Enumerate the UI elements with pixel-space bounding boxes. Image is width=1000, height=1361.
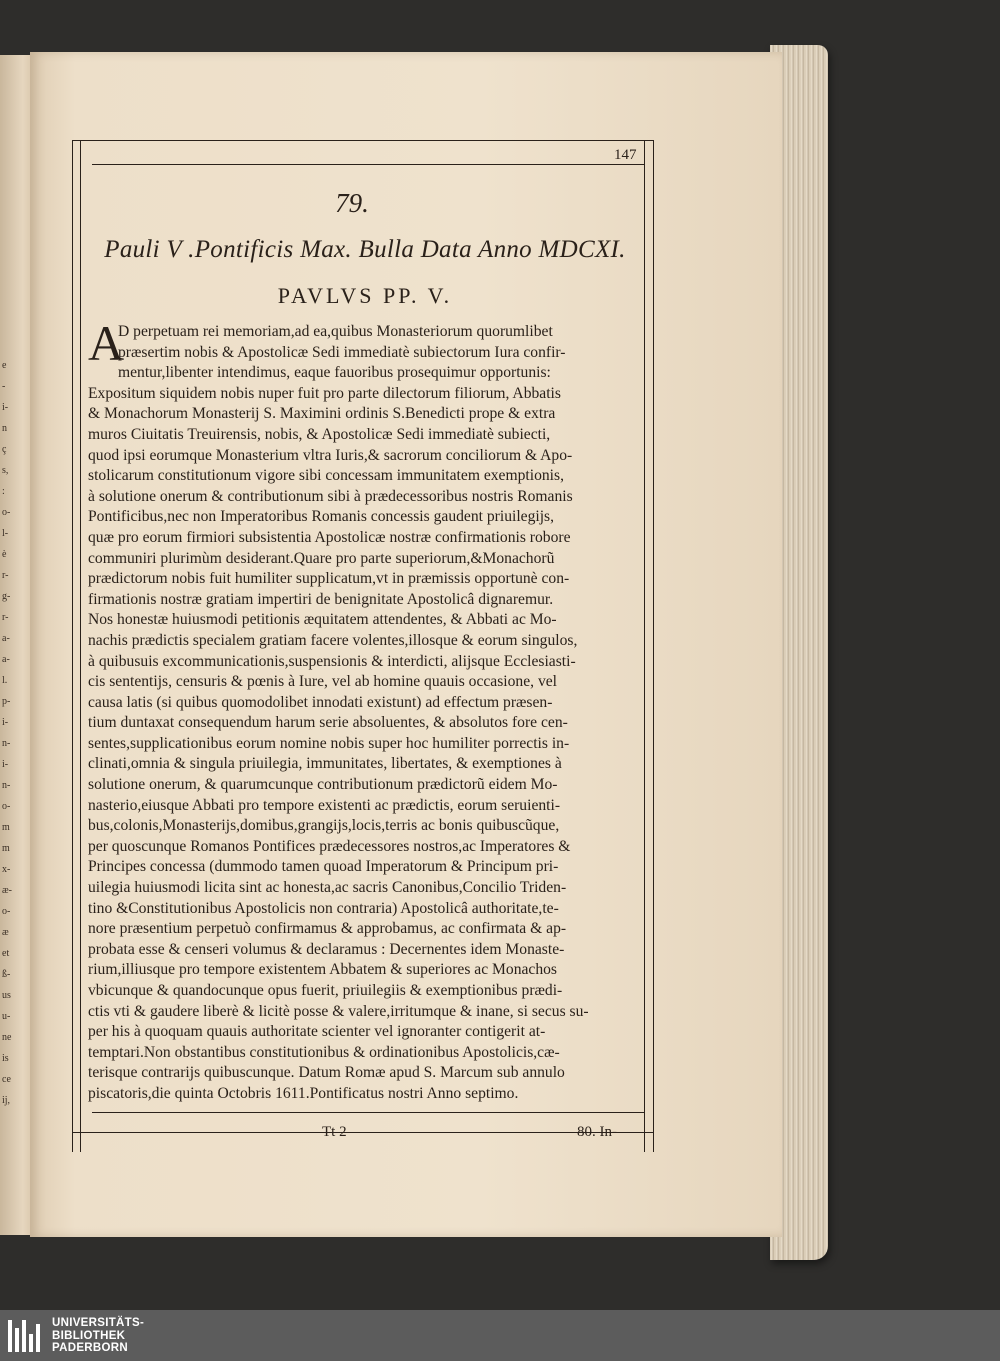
body-line: piscatoris,die quinta Octobris 1611.Pontificatus nostri Anno septimo. [88, 1084, 519, 1102]
body-line: à quibusuis excommunicationis,suspensionis & interdicti, alijsque Ecclesiasti- [88, 652, 576, 670]
margin-fragment: l- [2, 528, 9, 539]
document-number: 79. [335, 188, 369, 218]
margin-fragment: ß- [2, 969, 11, 980]
body-line: per quoscunque Romanos Pontifices prædecessores nostros,ac Imperatores & [88, 837, 571, 855]
body-line: nasterio,eiusque Abbati pro tempore existenti ac prædictis, eorum seruienti- [88, 796, 561, 814]
body-line: sentes,supplicationibus eorum nomine nobis super hoc humiliter porrectis in- [88, 734, 570, 752]
body-line: solutione onerum, & quarumcunque contributionum prædictorũ eidem Mo- [88, 776, 558, 794]
body-line: causa latis (si quibus quomodolibet innodati existunt) ad effectum præsen- [88, 693, 553, 711]
bottom-rule-inner [92, 1112, 644, 1113]
body-line: nachis prædictis specialem gratiam facere volentes,illosque & eorum singulos, [88, 631, 578, 649]
margin-fragment: i- [2, 402, 9, 413]
margin-fragment: is [2, 1053, 9, 1064]
body-line: clinati,omnia & singula priuilegia, immunitates, libertates, & exemptiones à [88, 755, 562, 773]
margin-fragment: ij, [2, 1095, 11, 1106]
body-line: muros Ciuitatis Treuirensis, nobis, & Apostolicæ Sedi immediatè subiecti, [88, 425, 551, 443]
margin-fragment: n [2, 423, 7, 434]
margin-fragment: i- [2, 717, 9, 728]
margin-fragment: us [2, 990, 11, 1001]
margin-fragment: x- [2, 864, 11, 875]
body-line: à solutione onerum & contributionum sibi à prædecessoribus nostris Romanis [88, 487, 573, 505]
body-text [88, 322, 640, 1105]
body-line: uilegia huiusmodi licita sint ac honesta,ac sacris Canonibus,Concilio Triden- [88, 879, 567, 897]
margin-fragment: o- [2, 507, 11, 518]
margin-fragment: p- [2, 696, 11, 707]
body-line: ctis vti & gaudere liberè & licitè posse & valere,irritumque & inane, si secus su- [88, 1002, 589, 1020]
margin-fragment: g- [2, 591, 11, 602]
margin-fragment: s, [2, 465, 9, 476]
margin-fragment: æ [2, 927, 9, 938]
margin-fragment: l. [2, 675, 8, 686]
margin-fragment: - [2, 381, 6, 392]
margin-fragment: ce [2, 1074, 11, 1085]
body-line: præsertim nobis & Apostolicæ Sedi immediatè subiectorum Iura confir- [118, 343, 566, 361]
margin-fragment: i- [2, 759, 9, 770]
body-line: mentur,libenter intendimus, eaque fauoribus prosequimur opportunis: [118, 364, 551, 382]
margin-fragment: r- [2, 570, 9, 581]
body-line: bus,colonis,Monasterijs,domibus,grangijs,locis,terris ac bonis quibuscũque, [88, 817, 560, 835]
library-name-line-1: UNIVERSITÄTS- [52, 1317, 145, 1329]
body-line: communiri plurimùm desiderant.Quare pro parte superiorum,&Monachorũ [88, 549, 555, 567]
margin-fragment: : [2, 486, 5, 497]
body-line: & Monachorum Monasterij S. Maximini ordinis S.Benedicti prope & extra [88, 405, 556, 423]
body-line: quod ipsi eorumque Monasterium vltra Iuris,& sacrorum conciliorum & Apo- [88, 446, 573, 464]
margin-fragment: n- [2, 780, 11, 791]
library-name-line-2: BIBLIOTHEK [52, 1329, 126, 1342]
body-line: Pontificibus,nec non Imperatoribus Romanis concessis gaudent priuilegijs, [88, 508, 555, 526]
body-line: nore præsentium perpetuò confirmamus & approbamus, ac confirmata & ap- [88, 920, 567, 938]
library-name-line-3: PADERBORN [52, 1342, 128, 1354]
margin-fragment: m [2, 843, 10, 854]
margin-fragment: è [2, 549, 7, 560]
margin-fragment: ç [2, 444, 7, 455]
body-line: prædictorum nobis fuit humiliter supplicatum,vt in præmissis opportunè con- [88, 570, 570, 588]
body-line: stolicarum constitutionum vigore sibi concessam immunitatem exemptionis, [88, 467, 564, 485]
page-title: Pauli V .Pontificis Max. Bulla Data Anno MDCXI. [104, 236, 626, 263]
margin-fragment: a- [2, 633, 10, 644]
left-page-margin-text [2, 355, 16, 1111]
body-line: Nos honestæ huiusmodi petitionis æquitatem attendentes, & Abbati ac Mo- [88, 611, 557, 629]
library-name [52, 1317, 144, 1355]
body-line: Principes concessa (dummodo tamen quoad Imperatorum & Principum pri- [88, 858, 559, 876]
body-line: vbicunque & quandocunque opus fuerit, priuilegiis & exemptionibus prædi- [88, 982, 563, 999]
top-rule-outer [72, 140, 654, 141]
margin-fragment: u- [2, 1011, 11, 1022]
margin-fragment: o- [2, 801, 11, 812]
section-heading: PAVLVS PP. V. [277, 283, 453, 308]
body-line: quæ pro eorum firmiori subsistentia Apostolicæ nostræ confirmationis robore [88, 528, 571, 546]
body-line: rium,illiusque pro tempore existentem Abbatem & superiores ac Monachos [88, 961, 557, 979]
library-footer-bar [0, 1310, 1000, 1361]
body-line: per his à quoquam quauis authoritate scienter vel ignoranter contigerit at- [88, 1023, 546, 1041]
body-line: firmationis nostræ gratiam impertiri de benignitate Apostolicâ dignaremur. [88, 590, 554, 608]
body-line: cis sententijs, censuris & pœnis à Iure, vel ab homine quauis occasione, vel [88, 673, 557, 691]
bottom-rule-outer [72, 1132, 654, 1133]
margin-fragment: e [2, 360, 7, 371]
drop-cap: A [88, 315, 125, 371]
margin-fragment: et [2, 948, 10, 959]
top-rule-inner [92, 164, 644, 165]
body-line: tino &Constitutionibus Apostolicis non contraria) Apostolicâ authoritate,te- [88, 899, 559, 917]
body-line: probata esse & censeri volumus & declaramus : Decernentes idem Monaste- [88, 940, 565, 958]
margin-fragment: r- [2, 612, 9, 623]
margin-fragment: o- [2, 906, 11, 917]
body-line: temptari.Non obstantibus constitutionibus & ordinationibus Apostolicis,cæ- [88, 1043, 560, 1061]
body-line: tium duntaxat consequendum harum serie absoluentes, & absolutos fore cen- [88, 714, 568, 732]
margin-fragment: æ- [2, 885, 12, 896]
margin-fragment: ne [2, 1032, 12, 1043]
margin-fragment: m [2, 822, 10, 833]
body-line: D perpetuam rei memoriam,ad ea,quibus Monasteriorum quorumlibet [118, 323, 553, 340]
university-logo-icon [6, 1316, 46, 1356]
margin-fragment: n- [2, 738, 11, 749]
catchword: 80. In- [577, 1124, 617, 1140]
margin-fragment: a- [2, 654, 10, 665]
signature-mark: Tt 2 [322, 1124, 347, 1140]
body-line: terisque contrarijs quibuscunque. Datum Romæ apud S. Marcum sub annulo [88, 1064, 565, 1082]
body-line: Expositum siquidem nobis nuper fuit pro parte dilectorum filiorum, Abbatis [88, 384, 561, 402]
page-number: 147 [614, 147, 637, 163]
